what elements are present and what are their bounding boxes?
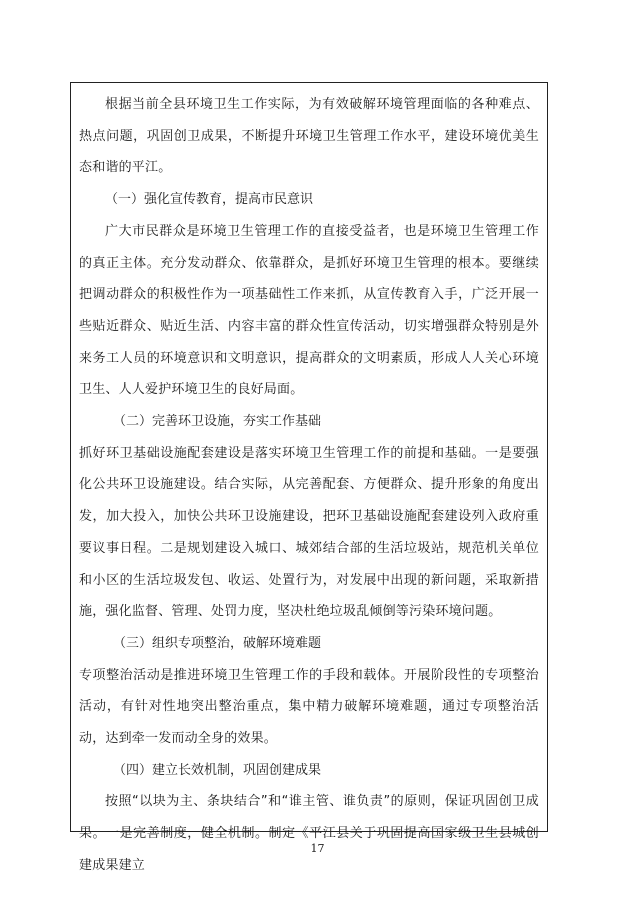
section-heading-3: （三）组织专项整治，破解环境难题 (113, 635, 322, 651)
section-heading-4: （四）建立长效机制，巩固创建成果 (113, 762, 322, 778)
paragraph-section-4: 按照“以块为主、条块结合”和“谁主管、谁负责”的原则，保证巩固创卫成果。一是完善制度，健全机制。制定《平江县关于巩固提高国家级卫生县城创建成果建立 (79, 794, 539, 873)
section-heading-2: （二）完善环卫设施，夯实工作基础 (113, 414, 322, 430)
paragraph-intro: 根据当前全县环境卫生工作实际，为有效破解环境管理面临的各种难点、热点问题，巩固创卫成果，不断提升环境卫生管理工作水平，建设环境优美生态和谐的平江。 (79, 97, 539, 176)
section-heading-1: （一）强化宣传教育，提高市民意识 (105, 192, 314, 208)
paragraph-section-2: 抓好环卫基础设施配套建设是落实环境卫生管理工作的前提和基础。一是要强化公共环卫设施建设。结合实际，从完善配套、方便群众、提升形象的角度出发，加大投入，加快公共环卫设施建设，把环卫基础设施配套建设列入政府重要议事日程。二是规划建设入城口、城郊结合部的生活垃圾站，规范机关单位和小区的生活垃圾发包、收运、处置行为，对发展中出现的新问题，采取新措施，强化监督、管理、处罚力度，坚决杜绝垃圾乱倾倒等污染环境问题。 (79, 445, 539, 620)
paragraph-section-3: 专项整治活动是推进环境卫生管理工作的手段和载体。开展阶段性的专项整治活动，有针对性地突出整治重点，集中精力破解环境难题，通过专项整治活动，达到牵一发而动全身的效果。 (79, 667, 539, 747)
document-body (79, 89, 539, 882)
paragraph-section-1: 广大市民群众是环境卫生管理工作的直接受益者，也是环境卫生管理工作的真正主体。充分发动群众、依靠群众，是抓好环境卫生管理的根本。要继续把调动群众的积极性作为一项基础性工作来抓，从宣传教育入手，广泛开展一些贴近群众、贴近生活、内容丰富的群众性宣传活动，切实增强群众特别是外来务工人员的环境意识和文明意识，提高群众的文明素质，形成人人关心环境卫生、人人爱护环境卫生的良好局面。 (79, 223, 539, 398)
page-number: 17 (310, 842, 325, 855)
